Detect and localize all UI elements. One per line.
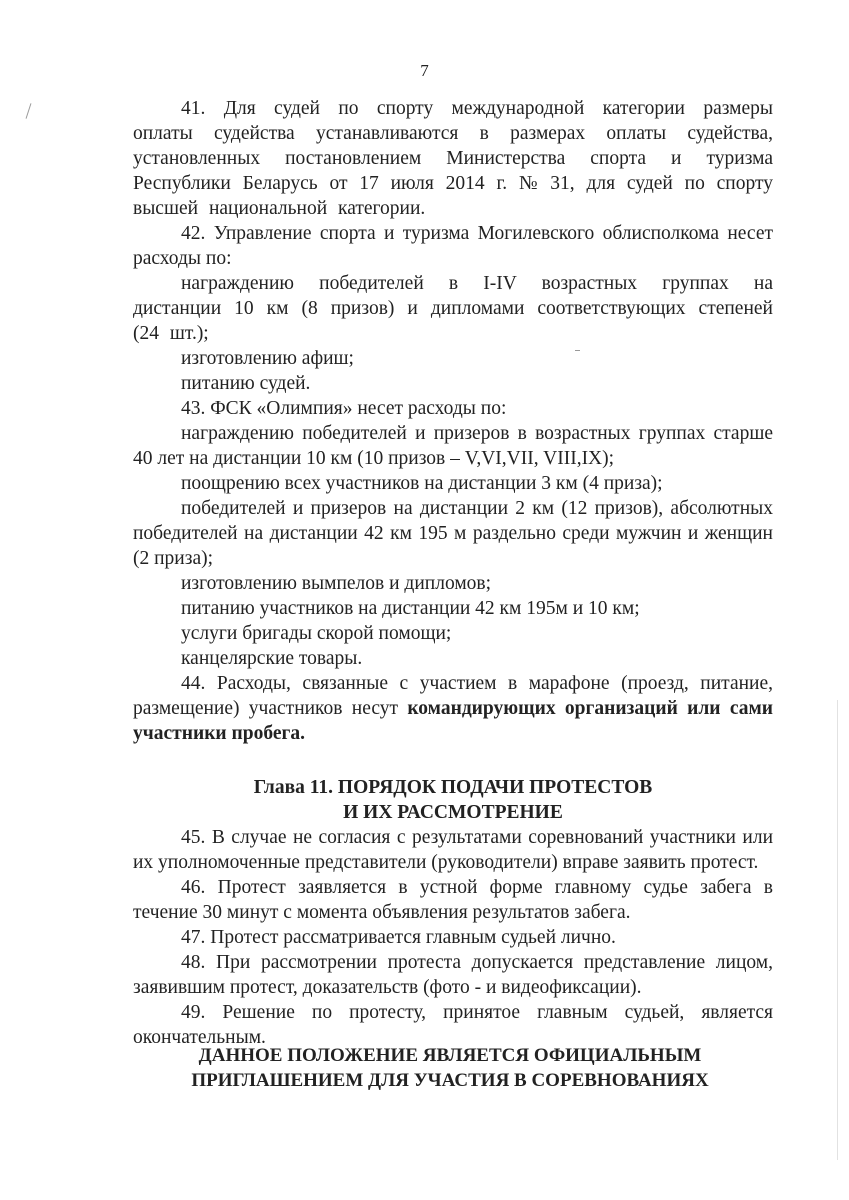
scan-mark xyxy=(26,103,32,119)
list-item: победителей и призеров на дистанции 2 км (12 призов), абсолютных победителей на дистанции 42 км 195 м раздельно среди мужчин и женщин (2 приза); xyxy=(133,498,773,569)
page-number: 7 xyxy=(420,61,429,80)
list-item: поощрению всех участников на дистанции 3 км (4 приза); xyxy=(181,473,663,494)
list-item: питанию судей. xyxy=(181,373,311,394)
final-notice-line2: ПРИГЛАШЕНИЕМ ДЛЯ УЧАСТИЯ В СОРЕВНОВАНИЯХ xyxy=(191,1070,709,1091)
paragraph-48: 48. При рассмотрении протеста допускается представление лицом, заявившим протест, доказательств (фото - и видеофиксации). xyxy=(133,952,773,998)
list-item: награждению победителей и призеров в возрастных группах старше 40 лет на дистанции 10 км (10 призов – V,VI,VII, VIII,IX); xyxy=(133,423,773,469)
paragraph-41: 41. Для судей по спорту международной категории размеры оплаты судейства устанавливаются в размерах оплаты судейства, установленных постановлением Министерства спорта и туризма Республики Беларусь от 17 июля 2014 г. № 31, для судей по спорту высшей национальной категории. xyxy=(133,98,773,219)
list-item: награждению победителей в I-IV возрастных группах на дистанции 10 км (8 призов) и дипломами соответствующих степеней (24 шт.); xyxy=(133,273,773,344)
paragraph-44 xyxy=(133,671,773,746)
paragraph-44-text: 44. Расходы, связанные с участием в марафоне (проезд, питание, размещение) участников несут xyxy=(133,673,773,719)
list-item: изготовлению афиш; xyxy=(181,348,354,369)
paragraph-49: 49. Решение по протесту, принятое главным судьей, является окончательным. xyxy=(133,1002,773,1048)
final-notice xyxy=(100,1043,800,1093)
scan-edge xyxy=(837,700,838,1160)
paragraph-43: 43. ФСК «Олимпия» несет расходы по: xyxy=(181,398,507,419)
document-body xyxy=(133,96,773,1050)
list-item: канцелярские товары. xyxy=(181,648,363,669)
paragraph-46: 46. Протест заявляется в устной форме главному судье забега в течение 30 минут с момента объявления результатов забега. xyxy=(133,877,773,923)
list-item: изготовлению вымпелов и дипломов; xyxy=(181,573,492,594)
chapter-title-line2: И ИХ РАССМОТРЕНИЕ xyxy=(343,802,563,823)
final-notice-line1: ДАННОЕ ПОЛОЖЕНИЕ ЯВЛЯЕТСЯ ОФИЦИАЛЬНЫМ xyxy=(198,1045,702,1066)
chapter-title: Глава 11. ПОРЯДОК ПОДАЧИ ПРОТЕСТОВ xyxy=(253,777,653,798)
list-item: услуги бригады скорой помощи; xyxy=(181,623,452,644)
paragraph-45: 45. В случае не согласия с результатами соревнований участники или их уполномоченные представители (руководители) вправе заявить протест. xyxy=(133,827,773,873)
list-item: питанию участников на дистанции 42 км 195м и 10 км; xyxy=(181,598,640,619)
paragraph-42: 42. Управление спорта и туризма Могилевского облисполкома несет расходы по: xyxy=(133,223,773,269)
paragraph-44-bold: командирующих организаций или сами участники пробега. xyxy=(133,698,773,744)
paragraph-47: 47. Протест рассматривается главным судьей лично. xyxy=(181,927,616,948)
